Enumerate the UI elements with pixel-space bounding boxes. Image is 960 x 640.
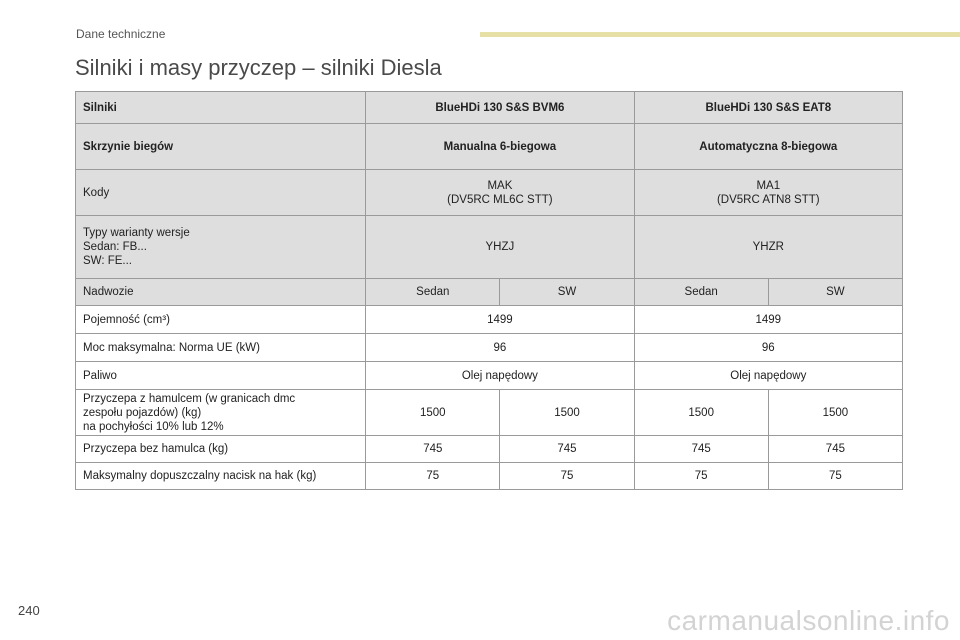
body-value: SW xyxy=(500,279,634,306)
table-row-body xyxy=(76,279,903,306)
fuel-value: Olej napędowy xyxy=(366,362,634,390)
noseweight-value: 75 xyxy=(366,463,500,490)
row-label-braked-trailer xyxy=(76,390,366,436)
table-row-gearbox xyxy=(76,124,903,170)
spec-table xyxy=(75,91,903,490)
code-line: (DV5RC ML6C STT) xyxy=(447,193,553,206)
fuel-value: Olej napędowy xyxy=(634,362,902,390)
gearbox-value: Automatyczna 8-biegowa xyxy=(634,124,902,170)
row-label-types xyxy=(76,216,366,279)
unbraked-value: 745 xyxy=(366,436,500,463)
table-row-displacement xyxy=(76,306,903,334)
row-label-engines: Silniki xyxy=(76,92,366,124)
unbraked-value: 745 xyxy=(500,436,634,463)
braked-label-line: Przyczepa z hamulcem (w granicach dmc xyxy=(83,392,296,405)
body-value: Sedan xyxy=(634,279,768,306)
power-value: 96 xyxy=(366,334,634,362)
row-label-fuel: Paliwo xyxy=(76,362,366,390)
engine-name: BlueHDi 130 S&S BVM6 xyxy=(366,92,634,124)
braked-value: 1500 xyxy=(366,390,500,436)
braked-value: 1500 xyxy=(768,390,902,436)
row-label-gearbox: Skrzynie biegów xyxy=(76,124,366,170)
unbraked-value: 745 xyxy=(634,436,768,463)
section-label: Dane techniczne xyxy=(76,27,166,41)
type-value: YHZJ xyxy=(366,216,634,279)
table-row-braked-trailer xyxy=(76,390,903,436)
table-row-unbraked-trailer xyxy=(76,436,903,463)
header-accent-bar xyxy=(480,32,960,37)
gearbox-value: Manualna 6-biegowa xyxy=(366,124,634,170)
types-label-line: Typy warianty wersje xyxy=(83,227,190,239)
table-row-power xyxy=(76,334,903,362)
types-label-line: Sedan: FB... xyxy=(83,241,147,253)
table-row-types xyxy=(76,216,903,279)
row-label-body: Nadwozie xyxy=(76,279,366,306)
row-label-displacement: Pojemność (cm³) xyxy=(76,306,366,334)
table-row-codes xyxy=(76,170,903,216)
braked-value: 1500 xyxy=(634,390,768,436)
code-line: MAK xyxy=(487,179,513,192)
unbraked-value: 745 xyxy=(768,436,902,463)
row-label-unbraked-trailer: Przyczepa bez hamulca (kg) xyxy=(76,436,366,463)
row-label-codes: Kody xyxy=(76,170,366,216)
row-label-power: Moc maksymalna: Norma UE (kW) xyxy=(76,334,366,362)
body-value: Sedan xyxy=(366,279,500,306)
type-value: YHZR xyxy=(634,216,902,279)
engine-name: BlueHDi 130 S&S EAT8 xyxy=(634,92,902,124)
code-line: MA1 xyxy=(756,179,781,192)
displacement-value: 1499 xyxy=(634,306,902,334)
types-label-line: SW: FE... xyxy=(83,255,132,267)
table-row-noseweight xyxy=(76,463,903,490)
noseweight-value: 75 xyxy=(500,463,634,490)
braked-label-line: na pochyłości 10% lub 12% xyxy=(83,420,224,433)
page-title: Silniki i masy przyczep – silniki Diesla xyxy=(75,55,442,80)
power-value: 96 xyxy=(634,334,902,362)
code-value xyxy=(366,170,634,216)
row-label-noseweight: Maksymalny dopuszczalny nacisk na hak (kg) xyxy=(76,463,366,490)
braked-value: 1500 xyxy=(500,390,634,436)
braked-label-line: zespołu pojazdów) (kg) xyxy=(83,406,202,419)
watermark: carmanualsonline.info xyxy=(667,605,950,636)
noseweight-value: 75 xyxy=(768,463,902,490)
table-row-fuel xyxy=(76,362,903,390)
noseweight-value: 75 xyxy=(634,463,768,490)
code-value xyxy=(634,170,902,216)
displacement-value: 1499 xyxy=(366,306,634,334)
table-row-engines xyxy=(76,92,903,124)
page-number: 240 xyxy=(18,603,40,618)
code-line: (DV5RC ATN8 STT) xyxy=(716,193,820,206)
body-value: SW xyxy=(768,279,902,306)
